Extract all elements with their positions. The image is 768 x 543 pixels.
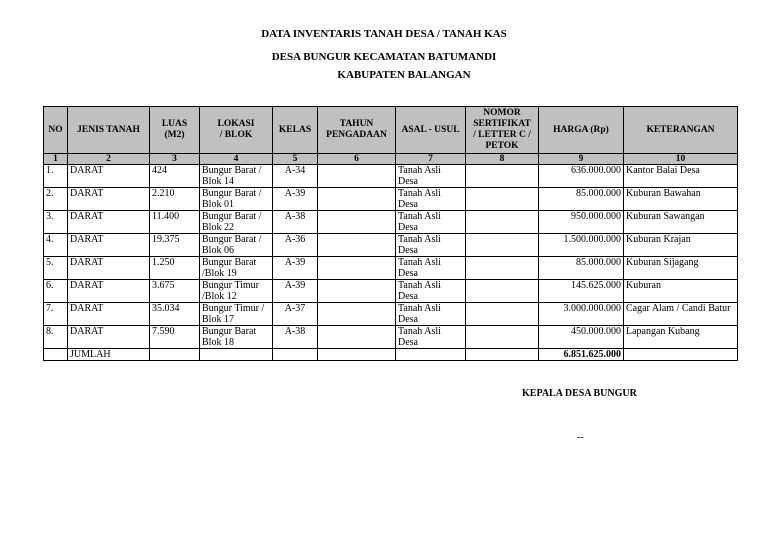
cell-lokasi: Bungur Barat Blok 18: [200, 326, 273, 349]
column-header: HARGA (Rp): [539, 107, 624, 154]
cell-no: 5.: [44, 257, 68, 280]
cell-lokasi: Bungur Barat /Blok 19: [200, 257, 273, 280]
column-header: LOKASI / BLOK: [200, 107, 273, 154]
cell-luas: 3.675: [150, 280, 200, 303]
column-number-row: [44, 154, 738, 165]
table-row: [44, 303, 738, 326]
cell-tahun: [318, 257, 396, 280]
cell-asal: Tanah Asli Desa: [396, 280, 466, 303]
table-row: [44, 234, 738, 257]
cell-ket: Kuburan Sawangan: [624, 211, 738, 234]
cell-jenis: DARAT: [68, 303, 150, 326]
cell-kelas: A-36: [273, 234, 318, 257]
empty-cell: [396, 349, 466, 361]
cell-jenis: DARAT: [68, 280, 150, 303]
column-header: NO: [44, 107, 68, 154]
cell-kelas: A-39: [273, 280, 318, 303]
cell-asal: Tanah Asli Desa: [396, 188, 466, 211]
table-row: [44, 280, 738, 303]
document-subtitle-regency: KABUPATEN BALANGAN: [337, 69, 471, 81]
cell-asal: Tanah Asli Desa: [396, 303, 466, 326]
cell-tahun: [318, 165, 396, 188]
table-row: [44, 165, 738, 188]
column-number: 5: [273, 154, 318, 165]
column-header: LUAS (M2): [150, 107, 200, 154]
signature-title: KEPALA DESA BUNGUR: [522, 388, 637, 399]
inventory-table: [43, 106, 738, 361]
cell-kelas: A-39: [273, 188, 318, 211]
cell-ket: Kuburan Bawahan: [624, 188, 738, 211]
column-header: ASAL - USUL: [396, 107, 466, 154]
cell-kelas: A-38: [273, 326, 318, 349]
empty-cell: [624, 349, 738, 361]
cell-lokasi: Bungur Timur / Blok 17: [200, 303, 273, 326]
cell-lokasi: Bungur Barat / Blok 06: [200, 234, 273, 257]
cell-kelas: A-37: [273, 303, 318, 326]
cell-jenis: DARAT: [68, 234, 150, 257]
total-row: [44, 349, 738, 361]
cell-asal: Tanah Asli Desa: [396, 234, 466, 257]
cell-asal: Tanah Asli Desa: [396, 257, 466, 280]
cell-kelas: A-39: [273, 257, 318, 280]
table-row: [44, 257, 738, 280]
cell-harga: 3.000.000.000: [539, 303, 624, 326]
cell-nomor: [466, 280, 539, 303]
table-row: [44, 188, 738, 211]
cell-no: 1.: [44, 165, 68, 188]
cell-tahun: [318, 326, 396, 349]
column-header: NOMOR SERTIFIKAT / LETTER C / PETOK: [466, 107, 539, 154]
column-number: 9: [539, 154, 624, 165]
cell-luas: 35.034: [150, 303, 200, 326]
cell-lokasi: Bungur Barat / Blok 22: [200, 211, 273, 234]
cell-nomor: [466, 257, 539, 280]
cell-nomor: [466, 165, 539, 188]
column-header: JENIS TANAH: [68, 107, 150, 154]
column-header: TAHUN PENGADAAN: [318, 107, 396, 154]
cell-harga: 450.000.000: [539, 326, 624, 349]
cell-tahun: [318, 303, 396, 326]
cell-no: 8.: [44, 326, 68, 349]
cell-no: 3.: [44, 211, 68, 234]
cell-asal: Tanah Asli Desa: [396, 165, 466, 188]
cell-nomor: [466, 211, 539, 234]
cell-lokasi: Bungur Timur /Blok 12: [200, 280, 273, 303]
cell-luas: 1.250: [150, 257, 200, 280]
header-row: [44, 107, 738, 154]
cell-harga: 636.000.000: [539, 165, 624, 188]
cell-no: 6.: [44, 280, 68, 303]
total-value: 6.851.625.000: [539, 349, 624, 361]
cell-jenis: DARAT: [68, 326, 150, 349]
cell-tahun: [318, 234, 396, 257]
document-title: DATA INVENTARIS TANAH DESA / TANAH KAS: [261, 28, 507, 40]
cell-ket: Kuburan Krajan: [624, 234, 738, 257]
table-body: [44, 165, 738, 361]
cell-no: 2.: [44, 188, 68, 211]
empty-cell: [318, 349, 396, 361]
cell-tahun: [318, 211, 396, 234]
cell-jenis: DARAT: [68, 188, 150, 211]
cell-kelas: A-34: [273, 165, 318, 188]
cell-harga: 950.000.000: [539, 211, 624, 234]
empty-cell: [466, 349, 539, 361]
cell-luas: 424: [150, 165, 200, 188]
table-row: [44, 211, 738, 234]
cell-nomor: [466, 188, 539, 211]
empty-cell: [273, 349, 318, 361]
cell-luas: 2.210: [150, 188, 200, 211]
total-label: JUMLAH: [68, 349, 150, 361]
cell-lokasi: Bungur Barat / Blok 01: [200, 188, 273, 211]
cell-asal: Tanah Asli Desa: [396, 211, 466, 234]
column-header: KELAS: [273, 107, 318, 154]
column-number: 10: [624, 154, 738, 165]
empty-cell: [200, 349, 273, 361]
cell-harga: 85.000.000: [539, 188, 624, 211]
column-number: 2: [68, 154, 150, 165]
column-number: 7: [396, 154, 466, 165]
cell-ket: Lapangan Kubang: [624, 326, 738, 349]
cell-nomor: [466, 303, 539, 326]
cell-jenis: DARAT: [68, 165, 150, 188]
column-number: 8: [466, 154, 539, 165]
cell-ket: Cagar Alam / Candi Batur: [624, 303, 738, 326]
column-number: 4: [200, 154, 273, 165]
column-number: 6: [318, 154, 396, 165]
column-header: KETERANGAN: [624, 107, 738, 154]
cell-nomor: [466, 326, 539, 349]
cell-asal: Tanah Asli Desa: [396, 326, 466, 349]
column-number: 3: [150, 154, 200, 165]
document-subtitle-village: DESA BUNGUR KECAMATAN BATUMANDI: [271, 51, 497, 63]
cell-tahun: [318, 188, 396, 211]
cell-ket: Kuburan: [624, 280, 738, 303]
cell-harga: 145.625.000: [539, 280, 624, 303]
cell-kelas: A-38: [273, 211, 318, 234]
cell-no: 7.: [44, 303, 68, 326]
cell-ket: Kuburan Sijagang: [624, 257, 738, 280]
signature-name: --: [577, 432, 584, 443]
cell-harga: 1.500.000.000: [539, 234, 624, 257]
cell-harga: 85.000.000: [539, 257, 624, 280]
cell-jenis: DARAT: [68, 257, 150, 280]
cell-no: 4.: [44, 234, 68, 257]
table-row: [44, 326, 738, 349]
cell-jenis: DARAT: [68, 211, 150, 234]
cell-tahun: [318, 280, 396, 303]
cell-luas: 11.400: [150, 211, 200, 234]
column-number: 1: [44, 154, 68, 165]
cell-luas: 19.375: [150, 234, 200, 257]
cell-lokasi: Bungur Barat / Blok 14: [200, 165, 273, 188]
cell-nomor: [466, 234, 539, 257]
empty-cell: [150, 349, 200, 361]
cell-ket: Kantor Balai Desa: [624, 165, 738, 188]
empty-cell: [44, 349, 68, 361]
cell-luas: 7.590: [150, 326, 200, 349]
